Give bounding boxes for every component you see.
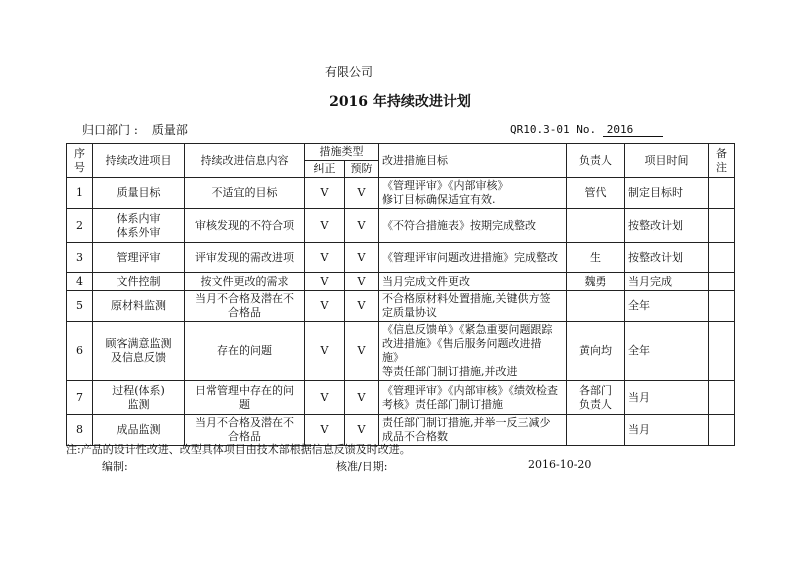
cell-item: 管理评审 <box>93 243 185 273</box>
cell-target: 《信息反馈单》《紧急重要问题跟踪 改进措施》《售后服务问题改进措施》 等责任部门制订措施,并改进 <box>379 322 567 381</box>
header-time: 项目时间 <box>625 144 709 178</box>
table-row <box>67 322 735 381</box>
cell-prevent: V <box>345 243 379 273</box>
cell-owner: 黄向均 <box>567 322 625 381</box>
cell-remark <box>709 273 735 291</box>
cell-target: 不合格原材料处置措施,关键供方签 定质量协议 <box>379 291 567 322</box>
cell-prevent: V <box>345 178 379 209</box>
cell-remark <box>709 381 735 415</box>
cell-time: 当月 <box>625 381 709 415</box>
cell-seq: 1 <box>67 178 93 209</box>
cell-target: 《不符合措施表》按期完成整改 <box>379 209 567 243</box>
cell-info: 存在的问题 <box>185 322 305 381</box>
cell-correct: V <box>305 273 345 291</box>
cell-remark <box>709 322 735 381</box>
cell-item: 质量目标 <box>93 178 185 209</box>
header-owner: 负责人 <box>567 144 625 178</box>
cell-item: 文件控制 <box>93 273 185 291</box>
cell-correct: V <box>305 209 345 243</box>
cell-owner: 生 <box>567 243 625 273</box>
cell-seq: 5 <box>67 291 93 322</box>
cell-time: 全年 <box>625 322 709 381</box>
cell-target: 《管理评审》《内部审核》 修订目标确保适宜有效. <box>379 178 567 209</box>
cell-remark <box>709 209 735 243</box>
cell-item: 体系内审 体系外审 <box>93 209 185 243</box>
cell-time: 制定目标时 <box>625 178 709 209</box>
header-seq: 序 号 <box>67 144 93 178</box>
department-label: 归口部门 : <box>82 123 138 137</box>
cell-remark <box>709 178 735 209</box>
table-row <box>67 381 735 415</box>
header-target: 改进措施目标 <box>379 144 567 178</box>
cell-target: 当月完成文件更改 <box>379 273 567 291</box>
header-item: 持续改进项目 <box>93 144 185 178</box>
approved-date-label: 核准/日期: <box>336 460 388 473</box>
cell-remark <box>709 243 735 273</box>
cell-seq: 3 <box>67 243 93 273</box>
cell-info: 当月不合格及潜在不 合格品 <box>185 291 305 322</box>
cell-time: 当月完成 <box>625 273 709 291</box>
cell-info: 日常管理中存在的问 题 <box>185 381 305 415</box>
company-name: 有限公司 <box>325 65 374 79</box>
cell-target: 《管理评审问题改进措施》完成整改 <box>379 243 567 273</box>
cell-info: 当月不合格及潜在不 合格品 <box>185 415 305 446</box>
cell-time: 全年 <box>625 291 709 322</box>
cell-prevent: V <box>345 322 379 381</box>
table-row <box>67 291 735 322</box>
cell-item: 过程(体系) 监测 <box>93 381 185 415</box>
cell-time: 按整改计划 <box>625 243 709 273</box>
cell-owner: 管代 <box>567 178 625 209</box>
cell-owner: 魏勇 <box>567 273 625 291</box>
cell-info: 审核发现的不符合项 <box>185 209 305 243</box>
cell-correct: V <box>305 322 345 381</box>
cell-correct: V <box>305 291 345 322</box>
table-row <box>67 209 735 243</box>
cell-prevent: V <box>345 381 379 415</box>
table-row <box>67 273 735 291</box>
header-correct: 纠正 <box>305 161 345 178</box>
cell-owner <box>567 291 625 322</box>
header-remark: 备 注 <box>709 144 735 178</box>
cell-remark <box>709 415 735 446</box>
cell-item: 原材料监测 <box>93 291 185 322</box>
department-value: 质量部 <box>151 123 188 137</box>
cell-owner <box>567 209 625 243</box>
improvement-plan-table <box>66 143 735 446</box>
document-number <box>510 123 663 137</box>
cell-seq: 8 <box>67 415 93 446</box>
cell-target: 责任部门制订措施,并举一反三减少 成品不合格数 <box>379 415 567 446</box>
department <box>82 121 188 138</box>
cell-seq: 2 <box>67 209 93 243</box>
cell-info: 不适宜的目标 <box>185 178 305 209</box>
cell-time: 当月 <box>625 415 709 446</box>
cell-item: 成品监测 <box>93 415 185 446</box>
cell-prevent: V <box>345 291 379 322</box>
table-row <box>67 178 735 209</box>
cell-correct: V <box>305 243 345 273</box>
header-info: 持续改进信息内容 <box>185 144 305 178</box>
document-number-value: 2016 <box>603 123 663 137</box>
document-date: 2016-10-20 <box>528 458 592 471</box>
header-row <box>67 144 735 161</box>
cell-seq: 6 <box>67 322 93 381</box>
cell-correct: V <box>305 415 345 446</box>
cell-item: 顾客满意监测 及信息反馈 <box>93 322 185 381</box>
cell-info: 按文件更改的需求 <box>185 273 305 291</box>
cell-owner <box>567 415 625 446</box>
cell-info: 评审发现的需改进项 <box>185 243 305 273</box>
cell-prevent: V <box>345 209 379 243</box>
cell-seq: 4 <box>67 273 93 291</box>
header-measure-type: 措施类型 <box>305 144 379 161</box>
cell-remark <box>709 291 735 322</box>
header-prevent: 预防 <box>345 161 379 178</box>
document-code: QR10.3-01 No. <box>510 123 597 136</box>
cell-correct: V <box>305 178 345 209</box>
cell-prevent: V <box>345 415 379 446</box>
page-title: 2016 年持续改进计划 <box>329 94 471 110</box>
compiled-by-label: 编制: <box>102 460 128 473</box>
cell-target: 《管理评审》《内部审核》《绩效检查 考核》责任部门制订措施 <box>379 381 567 415</box>
footnote: 注:产品的设计性改进、改型具体项目由技术部根据信息反馈及时改进。 <box>66 443 411 456</box>
table-row <box>67 243 735 273</box>
cell-time: 按整改计划 <box>625 209 709 243</box>
cell-seq: 7 <box>67 381 93 415</box>
cell-prevent: V <box>345 273 379 291</box>
cell-owner: 各部门 负责人 <box>567 381 625 415</box>
cell-correct: V <box>305 381 345 415</box>
